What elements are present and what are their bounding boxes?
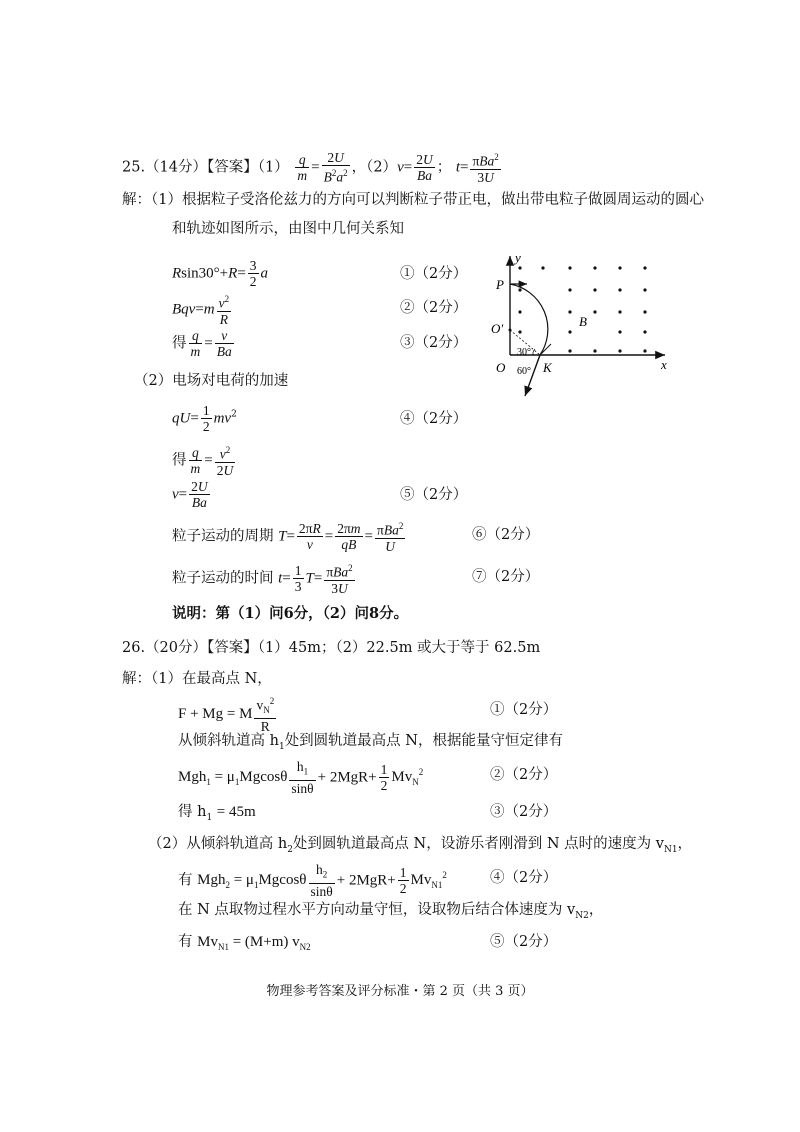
q25-eq1: Rsin30°+R= $\frac{3}{2}$ a [172,258,269,289]
q25-eq3: 得 $\frac{q}{m}$ = $\frac{v}{Ba}$ [172,328,232,359]
q25-score-7: ⑦（2分） [472,569,540,585]
q25-solution-line1: 解：（1）根据粒子受洛伦兹力的方向可以判断粒子带正电，做出带电粒子做圆周运动的圆心 [122,192,704,208]
q25-score-4: ④（2分） [400,411,468,427]
q25-score-5: ⑤（2分） [400,487,468,503]
label-P: P [496,277,504,292]
page-footer: 物理参考答案及评分标准・第 2 页（共 3 页） [266,984,534,999]
center-point [509,329,512,332]
q25-eq2: Bqv=m $\frac{v^2}{R}$ [172,294,230,327]
q25-header: 25.（14分）【答案】（1） $\frac{q}{m}$ = $\frac{2U}{B^2a^2}$ ，（2）v= $\frac{2U}{Ba}$ ； t= $\frac{\pi Ba^2}{3U}$ [122,150,499,185]
q25-score-1: ①（2分） [400,266,468,282]
q25-score-2: ②（2分） [400,300,468,316]
label-O: O [496,360,506,375]
q25-eq4b: 得 $\frac{q}{m}$ = $\frac{v^2}{2U}$ [172,444,234,478]
q26-eq1: F + Mg = M $\frac{v_N^2}{R}$ [178,696,275,735]
q26-part2-text: （2）从倾斜轨道高 $h_2$处到圆轨道最高点 N，设游乐者刚滑到 N 点时的速度为 $v_{N1}$， [148,836,693,855]
q26-score-4: ④（2分） [490,870,558,886]
q25-eq5: v= $\frac{2U}{Ba}$ [172,479,208,510]
q25-score-3: ③（2分） [400,335,468,351]
q25-score-6: ⑥（2分） [472,527,540,543]
q26-momentum-text: 在 N 点取物过程水平方向动量守恒，设取物后结合体速度为 $v_{N2}$， [178,902,604,921]
q26-eq2: $Mgh_1 = \mu_1Mgcos\theta$ $\frac{h_1}{\sin\theta}$ + 2MgR+ $\frac{1}{2}$ $Mv_N^2$ [178,759,424,796]
label-B: B [579,314,587,329]
q25-part2-heading: （2）电场对电荷的加速 [134,373,289,389]
q26-eq5: 有 $Mv_{N1} = (M+m)$ $v_{N2}$ [178,934,311,952]
field-dots [518,266,646,352]
q26-energy-text: 从倾斜轨道高 $h_1$处到圆轨道最高点 N，根据能量守恒定律有 [178,733,563,752]
q25-eq6: 粒子运动的周期 T= $\frac{2\pi R}{v}$ = $\frac{2\pi m}{qB}$ = $\frac{\pi Ba^2}{U}$ [172,520,404,554]
q25-eq7: 粒子运动的时间 t= $\frac{1}{3}$ T= $\frac{\pi Ba^2}{3U}$ [172,562,353,596]
magnetic-field-figure [485,248,675,428]
q26-score-2: ②（2分） [490,767,558,783]
label-K: K [543,360,552,375]
label-y: y [515,250,521,265]
label-angle-30: 30° [517,347,531,358]
label-angle-60: 60° [517,366,531,377]
q26-score-5: ⑤（2分） [490,934,558,950]
label-O1: O′ [491,321,504,336]
q26-score-1: ①（2分） [490,702,558,718]
q26-score-3: ③（2分） [490,804,558,820]
q25-solution-line2: 和轨迹如图所示，由图中几何关系知 [172,221,404,237]
q26-header: 26.（20分）【答案】（1）45m；（2）22.5m 或大于等于 62.5m [122,640,541,656]
q26-eq3: 得 $h_1 = 45m$ [178,804,256,823]
label-x: x [661,357,667,372]
q25-note: 说明：第（1）问6分，（2）问8分。 [172,605,409,622]
q25-answer-ratio: $\frac{q}{m}$ [297,151,308,183]
q26-eq4: 有 $Mgh_2 = \mu_1Mgcos\theta$ $\frac{h_2}{\sin\theta}$ + 2MgR+ $\frac{1}{2}$ $Mv_{N1}^2$ [178,862,447,899]
q25-eq4: qU= $\frac{1}{2}$ $mv^2$ [172,403,237,434]
particle-trajectory [510,284,548,355]
q26-solution-line1: 解：（1）在最高点 N， [122,671,272,687]
